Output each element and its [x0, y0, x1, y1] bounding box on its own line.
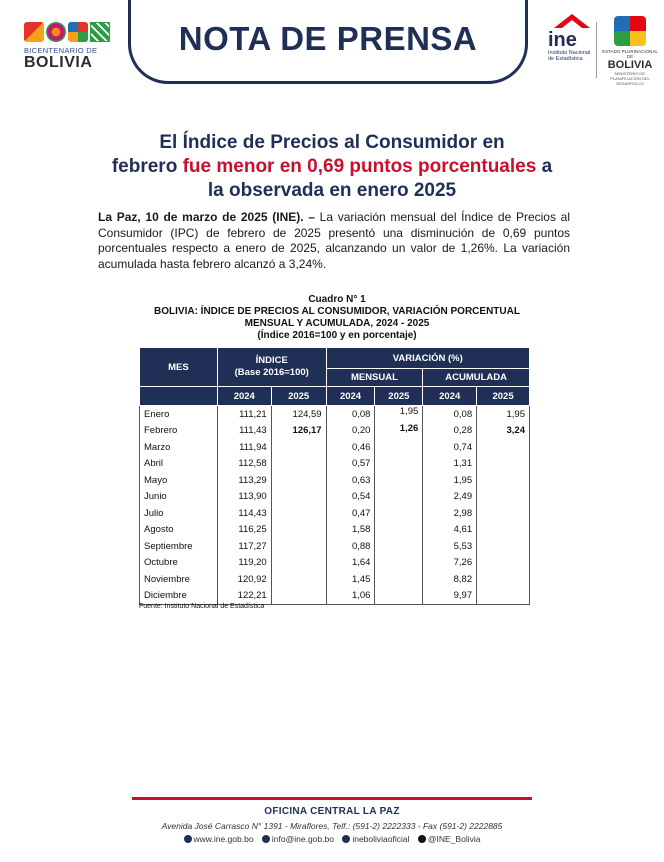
cell-mensual-2024: 1,64 [326, 555, 375, 572]
ine-word: ine [548, 29, 577, 51]
page-title: NOTA DE PRENSA [178, 19, 478, 57]
cell-indice-2025 [271, 522, 326, 539]
cell-acumulada-2025 [477, 571, 530, 588]
header-mensual-2025: 2025 [375, 387, 423, 406]
cell-mensual-2024: 0,88 [326, 538, 375, 555]
cell-mensual-2025 [375, 472, 423, 489]
table-row [140, 489, 530, 506]
bicentenario-logo [24, 22, 114, 78]
cell-mensual-2025 [375, 538, 423, 555]
cell-mes: Agosto [140, 522, 218, 539]
header-acumulada-2025: 2025 [477, 387, 530, 406]
cell-mensual-2024: 0,47 [326, 505, 375, 522]
table-caption-number: Cuadro N° 1 [308, 294, 366, 305]
table-row [140, 538, 530, 555]
footer-email-link[interactable] [262, 834, 334, 844]
table-row [140, 472, 530, 489]
cell-mensual-2024: 1,06 [326, 588, 375, 605]
table-caption-subtitle: MENSUAL Y ACUMULADA, 2024 - 2025 [244, 318, 430, 329]
cell-mensual-2024: 0,63 [326, 472, 375, 489]
cell-acumulada-2025 [477, 489, 530, 506]
cell-mes: Septiembre [140, 538, 218, 555]
bicentenario-glyph-4 [90, 22, 110, 42]
cell-mensual-2025 [375, 489, 423, 506]
cell-mensual-2024: 0,08 [326, 406, 375, 423]
cell-acumulada-2024: 1,31 [423, 456, 477, 473]
cell-acumulada-2024: 2,49 [423, 489, 477, 506]
footer-address: Avenida José Carrasco N° 1391 - Miraflores, Telf.: (591-2) 2222333 - Fax (591-2) 2222885 [161, 821, 503, 831]
footer-email-text: info@ine.gob.bo [271, 834, 334, 844]
table-row [140, 456, 530, 473]
cell-indice-2024: 113,29 [217, 472, 271, 489]
ipc-table [139, 347, 530, 605]
cell-indice-2025: 126,17 [271, 423, 326, 440]
header-acumulada: ACUMULADA [423, 369, 530, 387]
cell-mes: Noviembre [140, 571, 218, 588]
cell-mensual-2024: 1,58 [326, 522, 375, 539]
table-row [140, 439, 530, 456]
state-subtitle: ESTADO PLURINACIONAL DE [602, 49, 658, 59]
lead-body: La variación mensual del Índice de Precios al Consumidor (IPC) de febrero de 2025 presentó una disminución de 0,69 puntos porcentuales respecto a enero de 2025, alcanzando un valor de 1,26%. La variación acumulada hasta febrero alcanzó a 3,24%. [98, 210, 570, 271]
footer-office: OFICINA CENTRAL LA PAZ [264, 806, 400, 817]
headline-part-1: El Índice de Precios al Consumidor en [159, 132, 505, 153]
cell-mes: Mayo [140, 472, 218, 489]
cell-mensual-2025 [375, 571, 423, 588]
headline [70, 131, 594, 203]
cell-indice-2025 [271, 555, 326, 572]
cell-acumulada-2024: 0,74 [423, 439, 477, 456]
headline-part-2: febrero [111, 156, 183, 177]
cell-mensual-2024: 1,45 [326, 571, 375, 588]
mail-icon [262, 835, 270, 843]
cell-acumulada-2024: 9,97 [423, 588, 477, 605]
cell-indice-2024: 111,94 [217, 439, 271, 456]
cell-indice-2025: 124,59 [271, 406, 326, 423]
state-ministry: MINISTERIO DE PLANIFICACIÓN DEL DESARROLLO [610, 71, 650, 86]
lead-paragraph [98, 210, 570, 272]
cell-indice-2024: 122,21 [217, 588, 271, 605]
cell-acumulada-2025: 1,95 [477, 406, 530, 423]
cell-mensual-2025 [375, 555, 423, 572]
cell-acumulada-2024: 4,61 [423, 522, 477, 539]
cell-acumulada-2024: 1,95 [423, 472, 477, 489]
cell-indice-2025 [271, 489, 326, 506]
table-caption-units: (Índice 2016=100 y en porcentaje) [257, 330, 417, 341]
press-release-banner [128, 0, 528, 84]
cell-indice-2024: 111,43 [217, 423, 271, 440]
cell-mes: Julio [140, 505, 218, 522]
cell-indice-2024: 117,27 [217, 538, 271, 555]
cell-acumulada-2025 [477, 522, 530, 539]
footer-facebook-text: ineboliviaoficial [352, 834, 410, 844]
footer-twitter-text: @INE_Bolivia [427, 834, 481, 844]
header-mes: MES [140, 348, 218, 387]
footer-twitter-link[interactable] [418, 834, 481, 844]
cell-acumulada-2025 [477, 555, 530, 572]
cell-acumulada-2024: 0,28 [423, 423, 477, 440]
cell-acumulada-2024: 5,53 [423, 538, 477, 555]
cell-indice-2025 [271, 588, 326, 605]
bicentenario-subtitle: BICENTENARIO DE [24, 46, 98, 55]
table-row [140, 505, 530, 522]
header-acumulada-2024: 2024 [423, 387, 477, 406]
cell-mensual-2024: 0,54 [326, 489, 375, 506]
state-shield-icon [614, 16, 646, 46]
state-logo [602, 16, 658, 86]
cell-indice-2025 [271, 505, 326, 522]
table-row [140, 423, 530, 440]
cell-indice-2025 [271, 571, 326, 588]
cell-indice-2024: 111,21 [217, 406, 271, 423]
headline-highlight: fue menor en 0,69 puntos porcentuales [182, 156, 537, 177]
ine-logo [548, 14, 596, 84]
cell-mensual-2025: 1,26 [375, 423, 423, 440]
table-caption-title: BOLIVIA: ÍNDICE DE PRECIOS AL CONSUMIDOR, VARIACIÓN PORCENTUAL [154, 306, 520, 317]
footer-web-link[interactable] [184, 834, 254, 844]
cell-acumulada-2024: 2,98 [423, 505, 477, 522]
cell-acumulada-2025 [477, 505, 530, 522]
table-row [140, 406, 530, 423]
cell-indice-2025 [271, 538, 326, 555]
cell-acumulada-2024: 8,82 [423, 571, 477, 588]
cell-acumulada-2025 [477, 588, 530, 605]
cell-mes: Febrero [140, 423, 218, 440]
cell-mes: Diciembre [140, 588, 218, 605]
logo-divider [596, 22, 597, 78]
cell-mensual-2025 [375, 439, 423, 456]
cell-acumulada-2025: 3,24 [477, 423, 530, 440]
cell-mensual-2024: 0,20 [326, 423, 375, 440]
dateline: La Paz, 10 de marzo de 2025 (INE). – [98, 210, 315, 224]
cell-indice-2024: 120,92 [217, 571, 271, 588]
cell-mes: Enero [140, 406, 218, 423]
cell-mes: Octubre [140, 555, 218, 572]
header-indice-2024: 2024 [217, 387, 271, 406]
header-indice-2025: 2025 [271, 387, 326, 406]
bicentenario-glyphs [24, 22, 114, 42]
cell-mensual-2025: 1,95 [375, 406, 423, 423]
cell-indice-2024: 116,25 [217, 522, 271, 539]
cell-indice-2024: 119,20 [217, 555, 271, 572]
cell-mes: Junio [140, 489, 218, 506]
table-row [140, 555, 530, 572]
header-blank [140, 387, 218, 406]
table-caption [120, 294, 554, 342]
table-row [140, 571, 530, 588]
cell-acumulada-2024: 7,26 [423, 555, 477, 572]
cell-acumulada-2024: 0,08 [423, 406, 477, 423]
cell-indice-2024: 114,43 [217, 505, 271, 522]
header-indice-base: (Base 2016=100) [234, 367, 309, 378]
cell-acumulada-2025 [477, 439, 530, 456]
header-indice-label: ÍNDICE [255, 355, 288, 366]
cell-indice-2024: 112,58 [217, 456, 271, 473]
header-variacion: VARIACIÓN (%) [326, 348, 529, 369]
cell-mes: Abril [140, 456, 218, 473]
cell-indice-2025 [271, 439, 326, 456]
header-indice [217, 348, 326, 387]
cell-mes: Marzo [140, 439, 218, 456]
cell-indice-2025 [271, 456, 326, 473]
globe-icon [184, 835, 192, 843]
ine-roof-inner [562, 20, 582, 28]
cell-mensual-2025 [375, 588, 423, 605]
cell-indice-2025 [271, 472, 326, 489]
header-mensual: MENSUAL [326, 369, 423, 387]
x-twitter-icon [418, 835, 426, 843]
cell-acumulada-2025 [477, 456, 530, 473]
state-main: BOLIVIA [607, 59, 653, 71]
table-row [140, 588, 530, 605]
table-row [140, 522, 530, 539]
cell-indice-2024: 113,90 [217, 489, 271, 506]
cell-acumulada-2025 [477, 538, 530, 555]
bicentenario-glyph-2 [46, 22, 66, 42]
header-mensual-2024: 2024 [326, 387, 375, 406]
cell-mensual-2025 [375, 505, 423, 522]
facebook-icon [342, 835, 350, 843]
bicentenario-glyph-1 [24, 22, 44, 42]
ine-subtitle: Instituto Nacional de Estadística [548, 50, 591, 62]
page-header [0, 0, 664, 92]
cell-mensual-2024: 0,57 [326, 456, 375, 473]
bicentenario-main: BOLIVIA [24, 54, 93, 71]
cell-mensual-2025 [375, 456, 423, 473]
footer-divider [132, 797, 532, 800]
table-source: Fuente: Instituto Nacional de Estadística [139, 603, 265, 610]
headline-part-4: la observada en enero 2025 [207, 180, 457, 201]
cell-acumulada-2025 [477, 472, 530, 489]
bicentenario-glyph-3 [68, 22, 88, 42]
headline-part-3: a [536, 156, 553, 177]
cell-mensual-2025 [375, 522, 423, 539]
footer-links [132, 834, 532, 844]
footer-web-text: www.ine.gob.bo [193, 834, 254, 844]
cell-mensual-2024: 0,46 [326, 439, 375, 456]
footer-facebook-link[interactable] [342, 834, 409, 844]
